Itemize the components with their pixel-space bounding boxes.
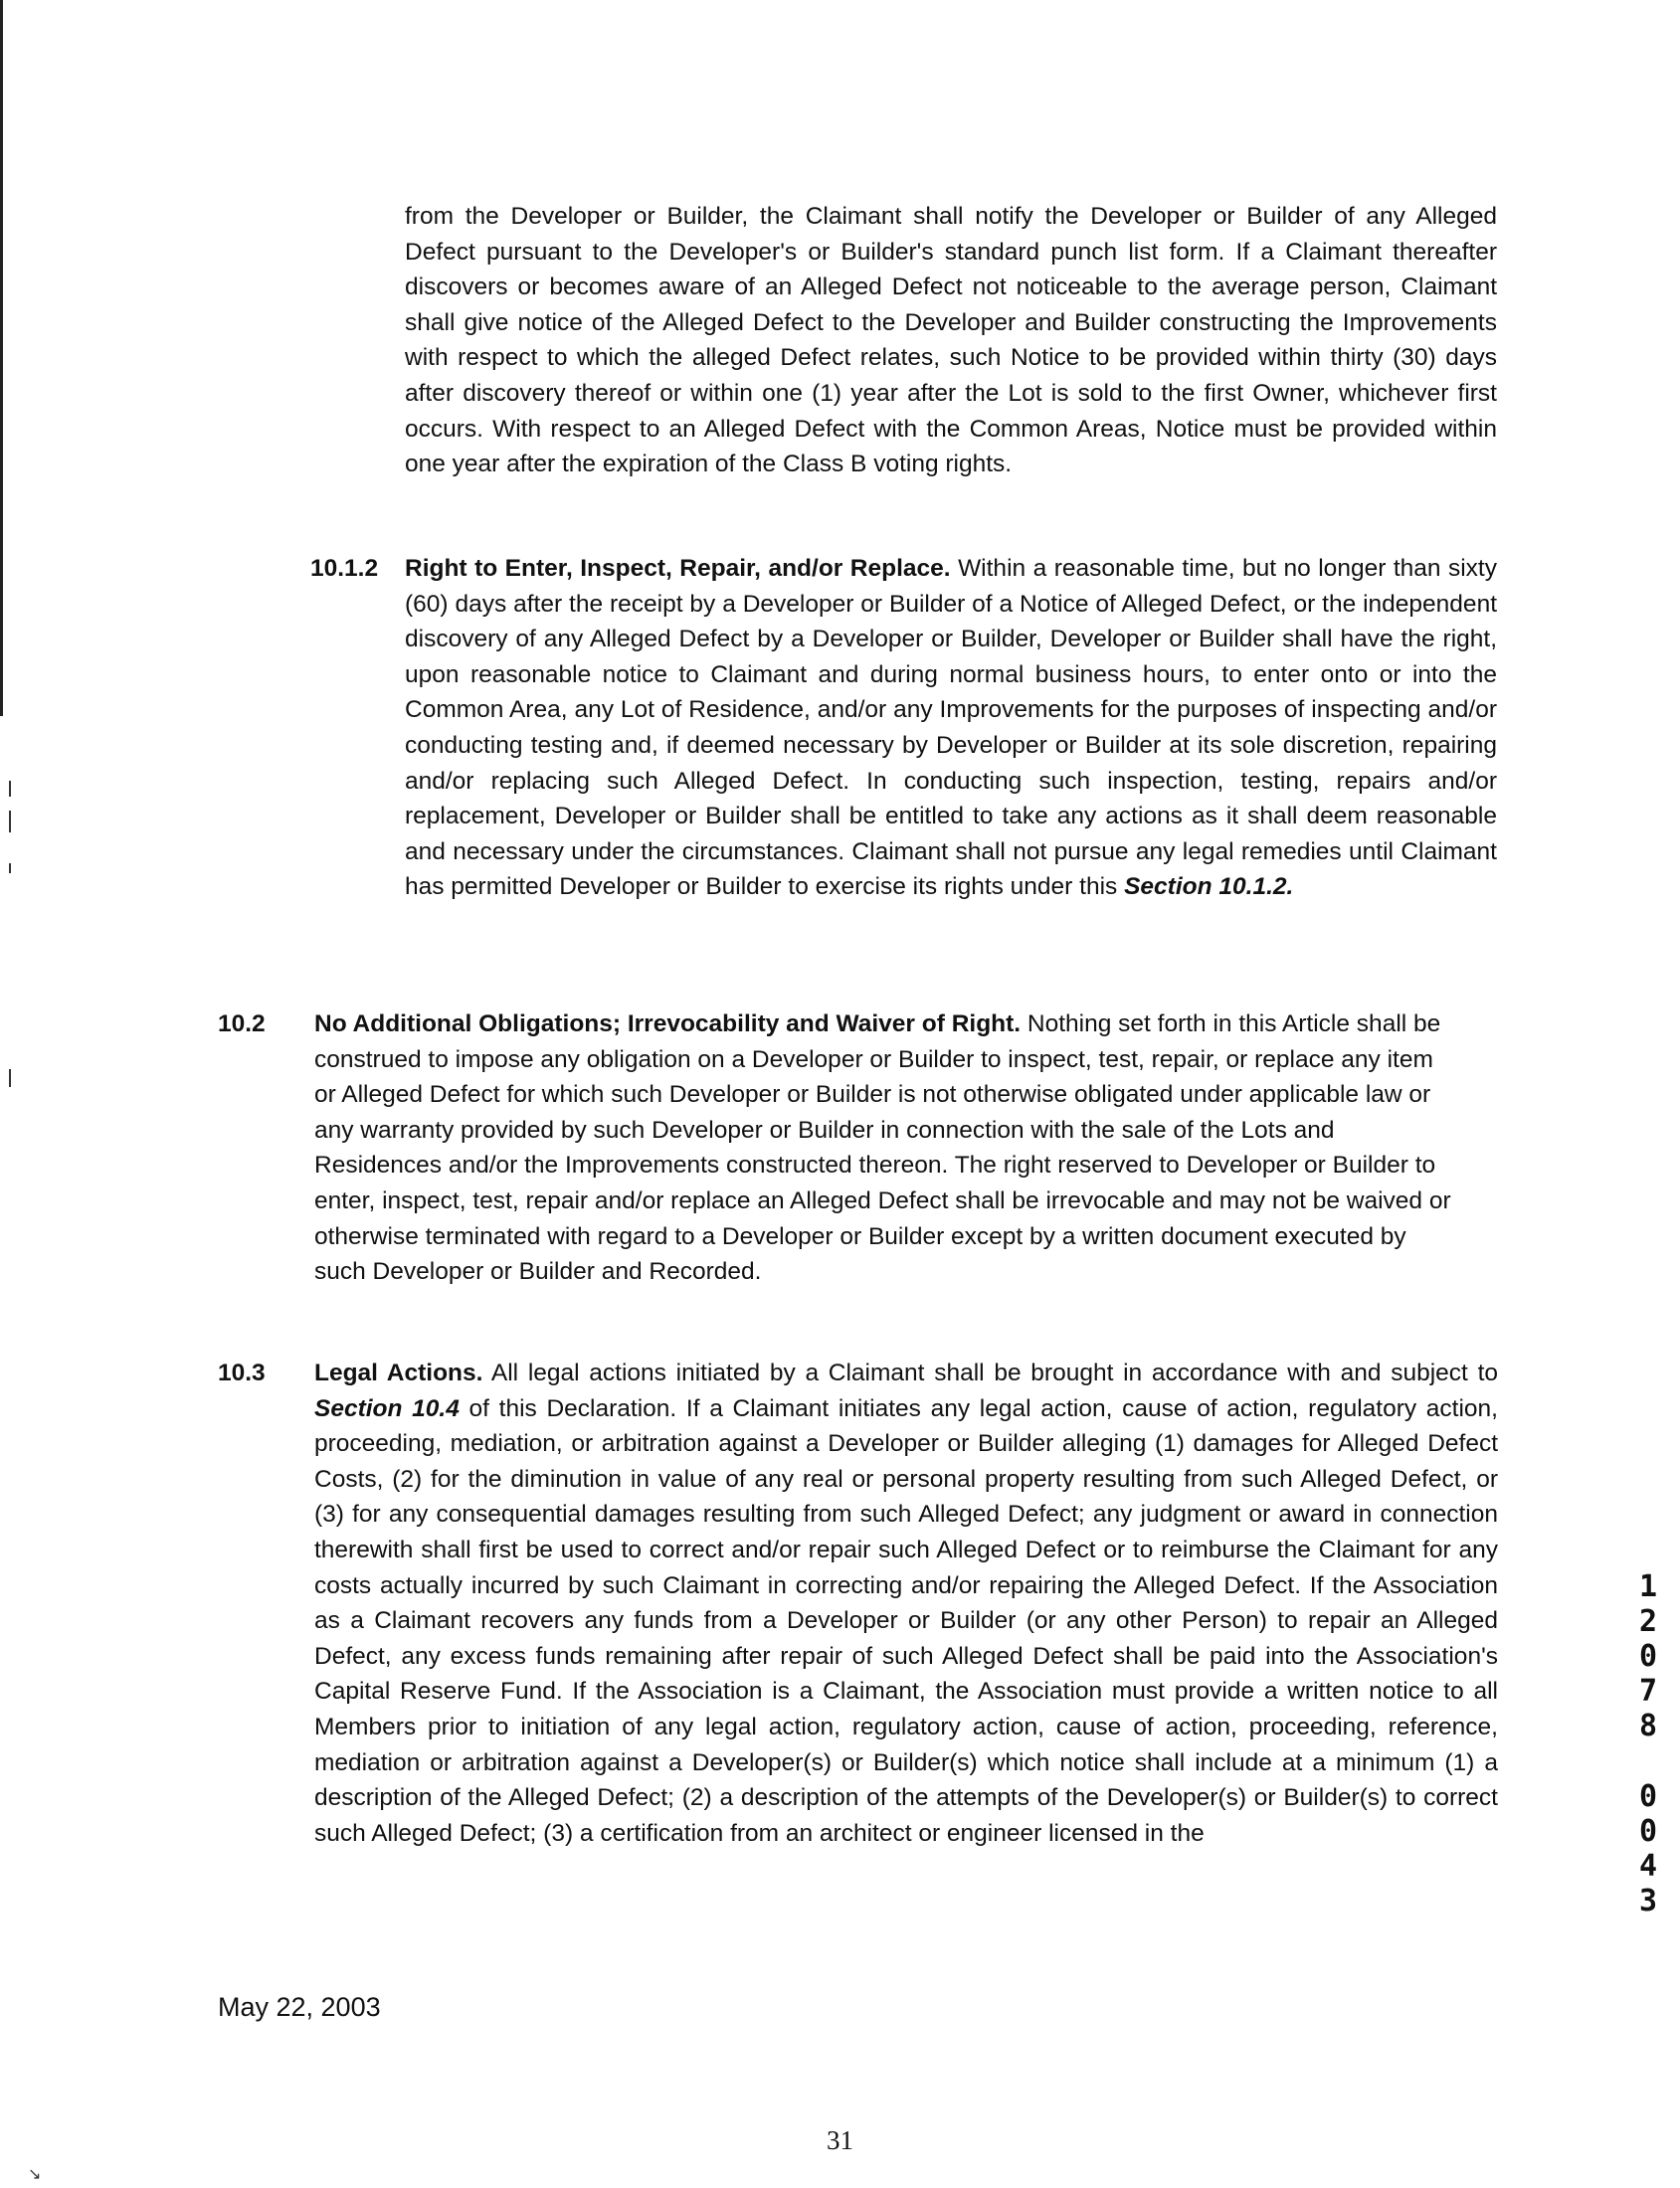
scan-corner-mark: ↘ — [28, 2166, 42, 2183]
stamp-digit: 2 — [1638, 1604, 1658, 1639]
section-10-3-paragraph — [314, 1356, 1498, 1851]
section-10-3-reference: Section 10.4 — [314, 1394, 460, 1422]
section-10-3-body-b: of this Declaration. If a Claimant initiates any legal action, cause of action, regulatory action, proceeding, mediation, or arbitration against a Developer or Builder alleging (1) damages for Alleged Defect Costs, (2) for the diminution in value of any real or personal property resulting from such Alleged Defect, or (3) for any consequential damages resulting from such Alleged Defect; any judgment or award in connection therewith shall first be used to correct and/or repair such Alleged Defect or to reimburse the Claimant for any costs actually incurred by such Claimant in correcting and/or repairing the Alleged Defect. If the Association as a Claimant recovers any funds from a Developer or Builder (or any other Person) to repair an Alleged Defect, any excess funds remaining after repair of such Alleged Defect shall be paid into the Association's Capital Reserve Fund. If the Association is a Claimant, the Association must provide a written notice to all Members prior to initiation of any legal action, regulatory action, cause of action, proceeding, reference, mediation or arbitration against a Developer(s) or Builder(s) which notice shall include at a minimum (1) a description of the Alleged Defect; (2) a description of the attempts of the Developer(s) or Builder(s) to correct such Alleged Defect; (3) a certification from an architect or engineer licensed in the — [314, 1394, 1498, 1847]
section-10-3-body-a: All legal actions initiated by a Claimant shall be brought in accordance with and subject to — [490, 1360, 1498, 1386]
scan-mark — [9, 781, 11, 797]
stamp-digit: 0 — [1638, 1779, 1658, 1814]
stamp-digit: 1 — [1638, 1569, 1658, 1604]
section-10-1-2-body: Within a reasonable time, but no longer than sixty (60) days after the receipt by a Developer or Builder of a Notice of Alleged Defect, or the independent discovery of any Alleged Defect by a Developer or Builder, Developer or Builder shall have the right, upon reasonable notice to Claimant and during normal business hours, to enter onto or into the Common Area, any Lot of Residence, and/or any Improvements for the purposes of inspecting and/or conducting testing and, if deemed necessary by Developer or Builder at its sole discretion, repairing and/or replacing such Alleged Defect. In conducting such inspection, testing, repairs and/or replacement, Developer or Builder shall be entitled to take any actions as it shall deem reasonable and necessary under the circumstances. Claimant shall not pursue any legal remedies until Claimant has permitted Developer or Builder to exercise its rights under this — [405, 555, 1497, 901]
page-number: 31 — [827, 2125, 853, 2155]
section-10-2-paragraph — [314, 1006, 1453, 1290]
continuation-paragraph — [405, 199, 1497, 482]
section-10-3-number: 10.3 — [218, 1360, 266, 1386]
section-10-1-2-number: 10.1.2 — [310, 555, 379, 582]
stamp-digit: 7 — [1638, 1674, 1658, 1709]
section-10-1-2-heading: Right to Enter, Inspect, Repair, and/or Replace. — [405, 555, 951, 582]
scan-edge-line — [0, 0, 3, 716]
continuation-text: from the Developer or Builder, the Claimant shall notify the Developer or Builder of any Alleged Defect pursuant to the Developer's or Builder's standard punch list form. If a Claimant thereafter discovers or becomes aware of an Alleged Defect not noticeable to the average person, Claimant shall give notice of the Alleged Defect to the Developer and Builder constructing the Improvements with respect to which the alleged Defect relates, such Notice to be provided within thirty (30) days after discovery thereof or within one (1) year after the Lot is sold to the first Owner, whichever first occurs. With respect to an Alleged Defect with the Common Areas, Notice must be provided within one year after the expiration of the Class B voting rights. — [405, 203, 1497, 478]
stamp-digit: 4 — [1638, 1849, 1658, 1884]
section-10-1-2-paragraph — [405, 551, 1497, 905]
stamp-digit: 0 — [1638, 1639, 1658, 1674]
section-10-2-heading: No Additional Obligations; Irrevocability and Waiver of Right. — [314, 1010, 1022, 1037]
section-10-1-2-reference: Section 10.1.2. — [1124, 873, 1294, 901]
recording-stamp — [1633, 1569, 1663, 1918]
stamp-digit: 8 — [1638, 1709, 1658, 1743]
section-10-2-number: 10.2 — [218, 1010, 266, 1037]
scan-mark — [9, 811, 11, 832]
section-10-3-heading: Legal Actions. — [314, 1360, 483, 1386]
scan-mark — [9, 1069, 11, 1087]
stamp-digit: 0 — [1638, 1814, 1658, 1849]
scan-mark — [9, 863, 11, 873]
stamp-digit: 3 — [1638, 1884, 1658, 1918]
section-10-2-body: Nothing set forth in this Article shall be construed to impose any obligation on a Developer or Builder to inspect, test, repair, or replace any item or Alleged Defect for which such Developer or Builder is not otherwise obligated under applicable law or any warranty provided by such Developer or Builder in connection with the sale of the Lots and Residences and/or the Improvements constructed thereon. The right reserved to Developer or Builder to enter, inspect, test, repair and/or replace an Alleged Defect shall be irrevocable and may not be waived or otherwise terminated with regard to a Developer or Builder except by a written document executed by such Developer or Builder and Recorded. — [314, 1010, 1451, 1286]
footer-date: May 22, 2003 — [218, 1992, 381, 2022]
